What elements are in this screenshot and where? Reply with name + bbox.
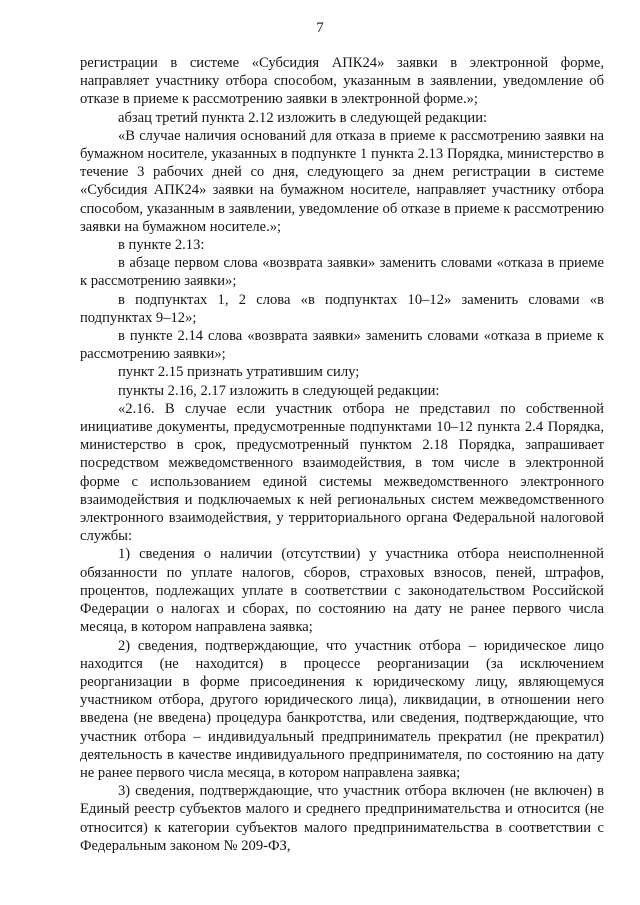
paragraph: в подпунктах 1, 2 слова «в подпунктах 10–12» заменить словами «в подпунктах 9–12»; xyxy=(80,291,604,326)
paragraph: пункт 2.15 признать утратившим силу; xyxy=(118,364,360,381)
paragraph: абзац третий пункта 2.12 изложить в следующей редакции: xyxy=(118,109,488,126)
paragraph: в абзаце первом слова «возврата заявки» заменить словами «отказа в приеме к рассмотрению заявки»; xyxy=(80,255,604,290)
paragraph: в пункте 2.14 слова «возврата заявки» заменить словами «отказа в приеме к рассмотрению заявки»; xyxy=(80,328,604,363)
paragraph: 3) сведения, подтверждающие, что участник отбора включен (не включен) в Единый реестр субъектов малого и среднего предпринимательства и относится (не относится) к категории субъектов малого предпринимательства в соответствии с Федеральным законом № 209-ФЗ, xyxy=(80,783,604,854)
page-number: 7 xyxy=(316,20,324,36)
paragraph: в пункте 2.13: xyxy=(118,237,205,254)
paragraph: регистрации в системе «Субсидия АПК24» заявки в электронной форме, направляет участнику отбора способом, указанным в заявлении, уведомление об отказе в приеме к рассмотрению заявки в электронной форме.»; xyxy=(80,55,604,108)
paragraph: 2) сведения, подтверждающие, что участник отбора – юридическое лицо находится (не находится) в процессе реорганизации (за исключением реорганизации в форме присоединения к юридическому лицу, являющемуся участником отбора, другого юридического лица), ликвидации, в отношении него введена (не введена) процедура банкротства, или сведения, подтверждающие, что участник отбора – индивидуальный предприниматель прекратил (не прекратил) деятельность в качестве индивидуального предпринимателя, по состоянию на дату не ранее первого числа месяца, в котором направлена заявка; xyxy=(80,637,604,781)
paragraph: «В случае наличия оснований для отказа в приеме к рассмотрению заявки на бумажном носителе, указанных в подпункте 1 пункта 2.13 Порядка, министерство в течение 3 рабочих дней со дня, следующего за днем регистрации в системе «Субсидия АПК24» заявки на бумажном носителе, направляет участнику отбора способом, указанным в заявлении, уведомление об отказе в приеме к рассмотрению заявки на бумажном носителе.»; xyxy=(80,127,604,235)
paragraph: 1) сведения о наличии (отсутствии) у участника отбора неисполненной обязанности по уплате налогов, сборов, страховых взносов, пеней, штрафов, процентов, подлежащих уплате в соответствии с законодательством Российской Федерации о налогах и сборах, по состоянию на дату не ранее первого числа месяца, в котором направлена заявка; xyxy=(80,546,604,636)
paragraph: пункты 2.16, 2.17 изложить в следующей редакции: xyxy=(118,382,440,399)
document-body xyxy=(80,54,604,855)
paragraph: «2.16. В случае если участник отбора не представил по собственной инициативе документы, предусмотренные подпунктами 10–12 пункта 2.4 Порядка, министерство в срок, предусмотренный пунктом 2.18 Порядка, запрашивает посредством межведомственного взаимодействия, в том числе в электронной форме с использованием единой системы межведомственного электронного взаимодействия и подключаемых к ней региональных систем межведомственного электронного взаимодействия, у территориального органа Федеральной налоговой службы: xyxy=(80,400,604,545)
